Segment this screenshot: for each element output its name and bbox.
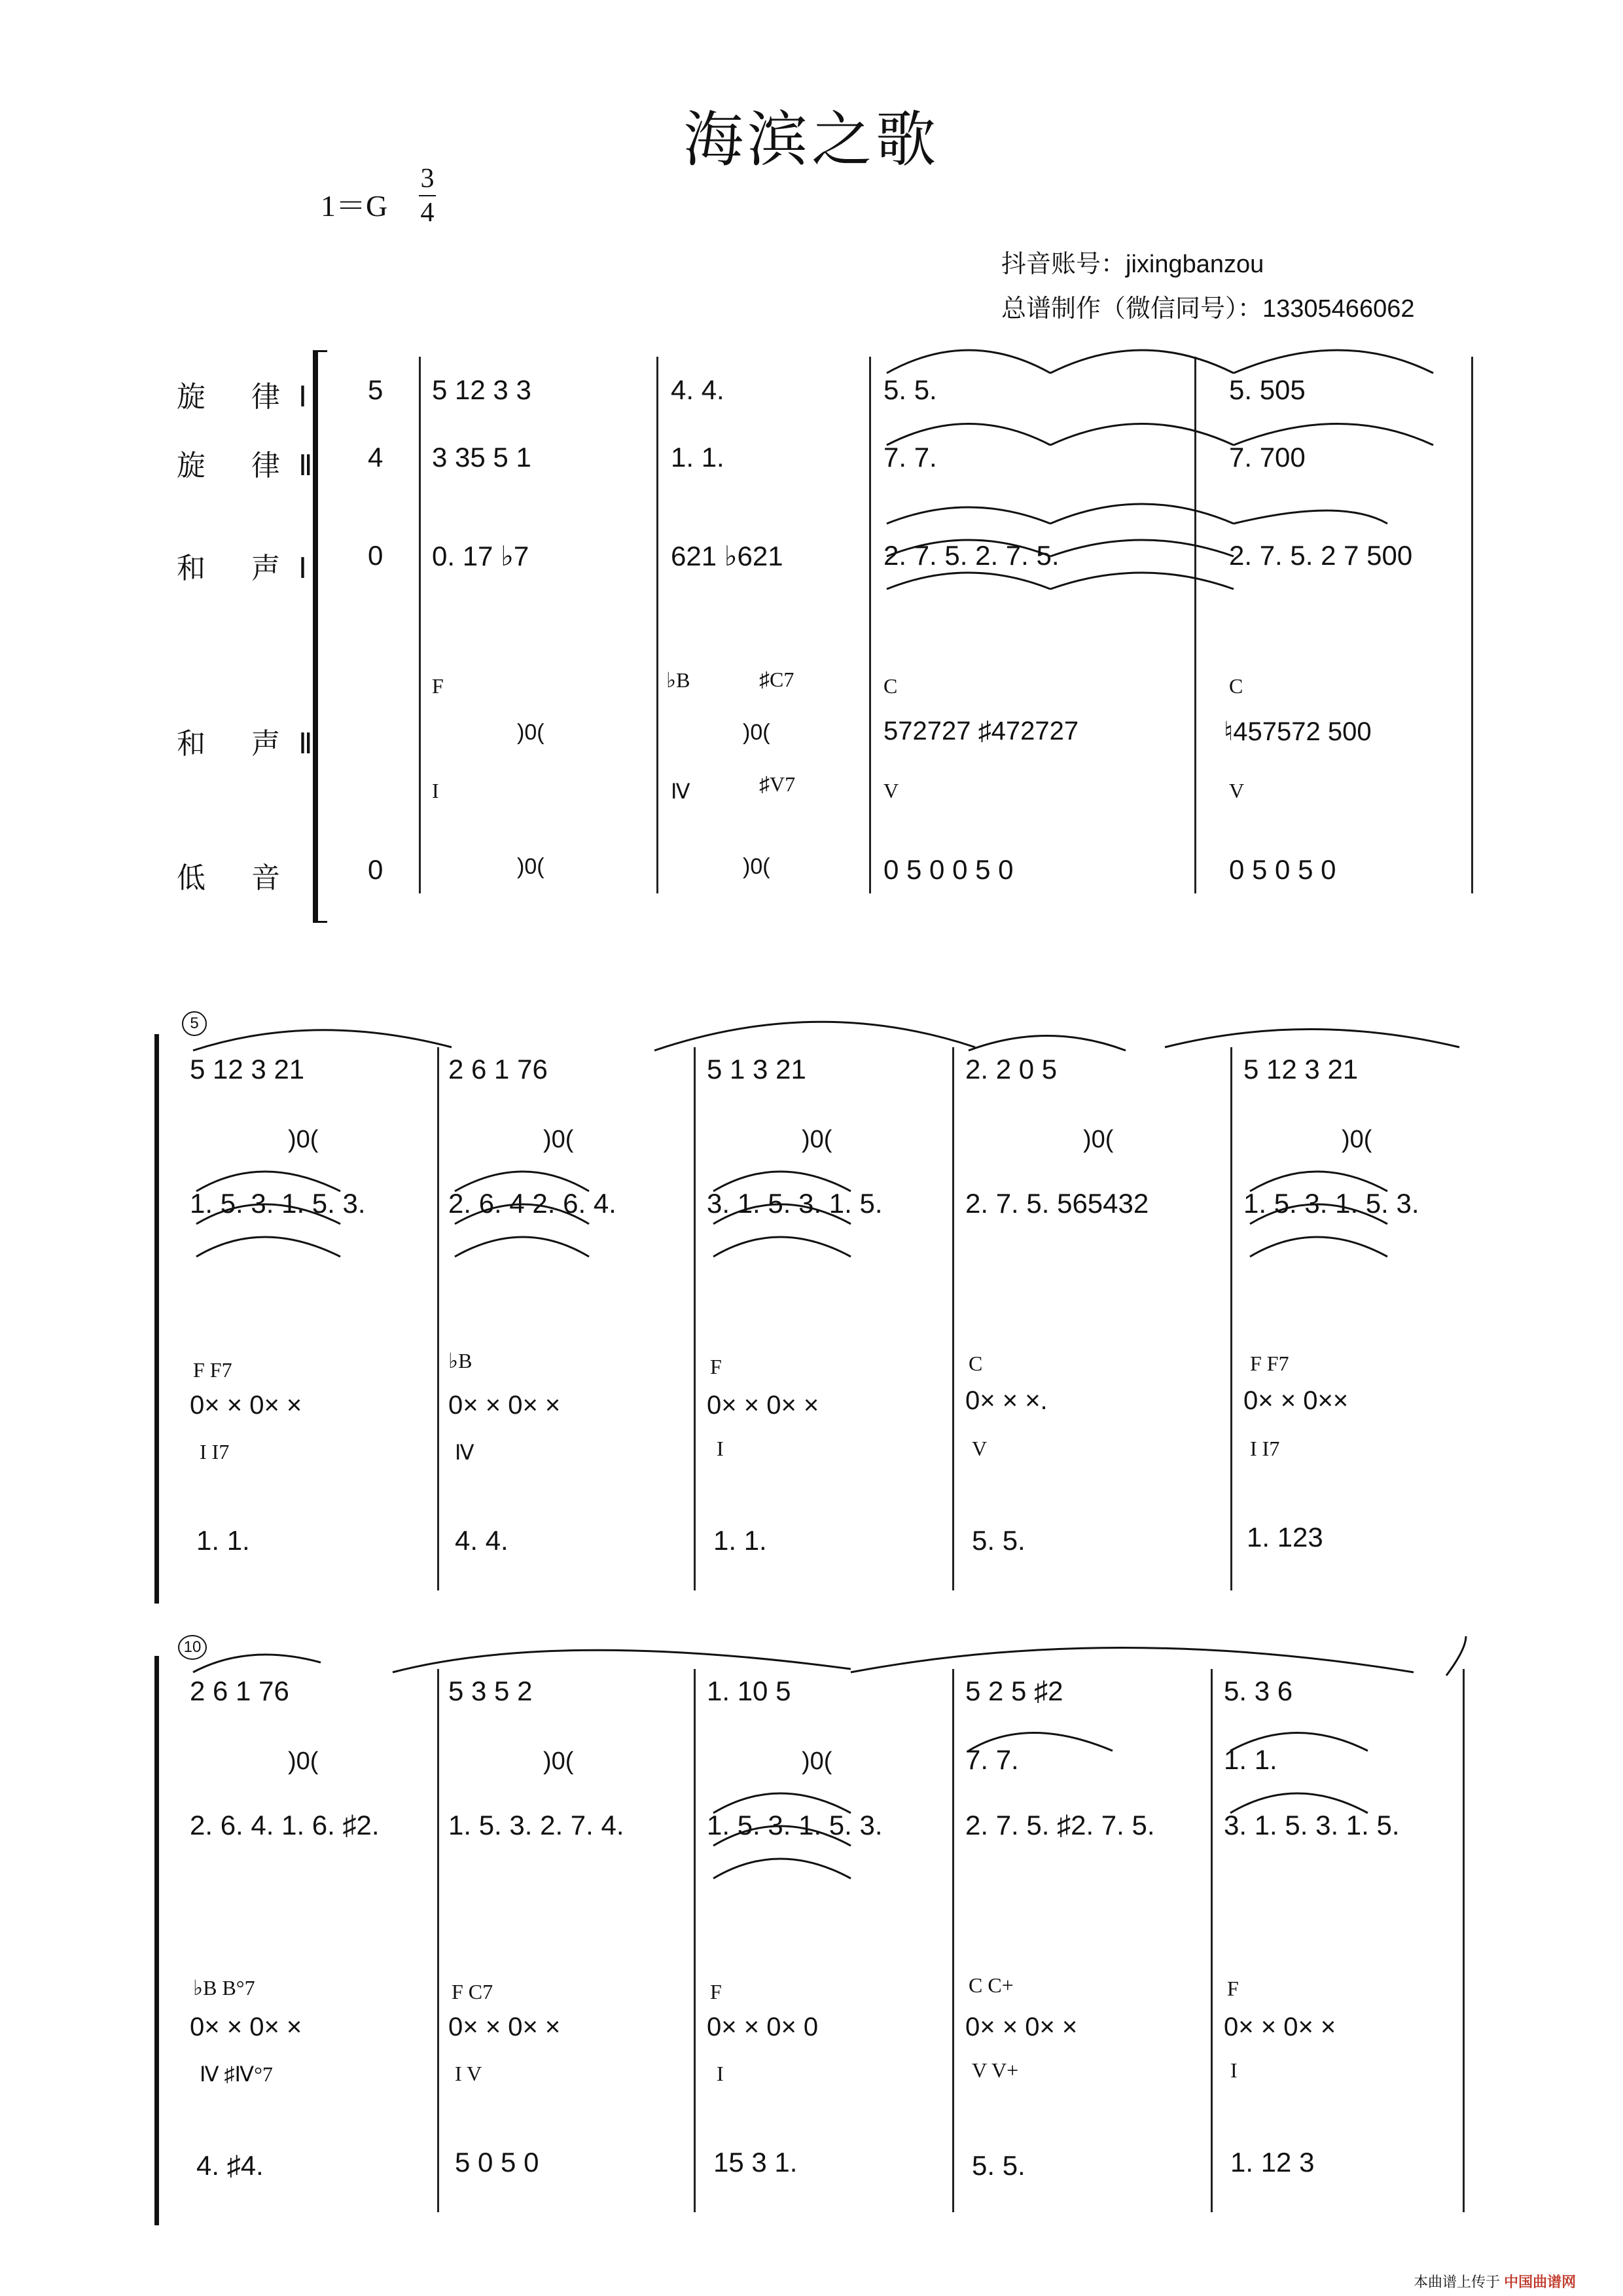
s1-mel1-m1: 5 12 3 3 — [432, 374, 531, 405]
s2-chords-m4: C — [969, 1352, 983, 1375]
time-bottom: 4 — [420, 198, 435, 228]
s3-bass-m1: 4. ♯4. — [196, 2150, 264, 2181]
s2-mel2-m2: )0( — [543, 1126, 574, 1153]
s2-mel1-m3: 5 1 3 21 — [707, 1054, 806, 1085]
footer-text: 本曲谱上传于 — [1414, 2274, 1501, 2290]
s2-chords-m5: F F7 — [1250, 1352, 1289, 1375]
s3-chords-m3: F — [710, 1980, 722, 2003]
s1-mel1-m2: 4. 4. — [671, 374, 724, 405]
s1-mel1-m0: 5 — [368, 374, 383, 405]
s3-mel2-m5: 1. 1. — [1224, 1744, 1277, 1775]
s3-harm2-m4: 0× × 0× × — [965, 2013, 1078, 2041]
s2-mel2-m3: )0( — [802, 1126, 832, 1153]
s3-romans-m2: I V — [455, 2062, 482, 2085]
label-bass: 低 音 — [177, 861, 298, 895]
s1-harm2-m1: )0( — [517, 720, 544, 745]
credit-douyin: 抖音账号：jixingbanzou — [1001, 251, 1264, 278]
s1-bass-m0: 0 — [368, 854, 383, 885]
s1-harm2-m3: 572727 ♯472727 — [883, 717, 1079, 745]
s1-harm1-m4: 2. 7. 5. 2 7 500 — [1229, 540, 1413, 571]
s2-romans-m1: I I7 — [200, 1440, 230, 1463]
s2-harm1-m1: 1. 5. 3. 1. 5. 3. — [190, 1188, 366, 1219]
s1-harm1-m3: 2. 7. 5. 2. 7. 5. — [883, 540, 1060, 571]
s2-mel2-m4: )0( — [1083, 1126, 1114, 1153]
s2-harm1-m3: 3. 1. 5. 3. 1. 5. — [707, 1188, 883, 1219]
measure-number-5: 5 — [182, 1011, 207, 1036]
s3-mel1-m1: 2 6 1 76 — [190, 1676, 289, 1706]
s3-chords-m2: F C7 — [452, 1980, 493, 2003]
s3-mel2-m3: )0( — [802, 1748, 832, 1775]
s2-mel1-m2: 2 6 1 76 — [448, 1054, 548, 1085]
s3-mel2-m4: 7. 7. — [965, 1744, 1019, 1775]
s2-bass-m1: 1. 1. — [196, 1525, 250, 1556]
s2-harm1-m2: 2. 6. 4 2. 6. 4. — [448, 1188, 616, 1219]
s3-bass-m2: 5 0 5 0 — [455, 2147, 539, 2178]
s3-mel2-m2: )0( — [543, 1748, 574, 1775]
s2-harm2-m1: 0× × 0× × — [190, 1391, 302, 1420]
s2-mel1-m5: 5 12 3 21 — [1243, 1054, 1359, 1085]
s3-harm2-m1: 0× × 0× × — [190, 2013, 302, 2041]
s3-harm1-m1: 2. 6. 4. 1. 6. ♯2. — [190, 1810, 380, 1840]
s2-bass-m4: 5. 5. — [972, 1525, 1026, 1556]
s2-harm1-m5: 1. 5. 3. 1. 5. 3. — [1243, 1188, 1419, 1219]
s3-chords-m5: F — [1227, 1977, 1239, 2000]
measure-number-10: 10 — [178, 1635, 207, 1660]
s2-mel1-m4: 2. 2 0 5 — [965, 1054, 1058, 1085]
s2-harm2-m5: 0× × 0×× — [1243, 1386, 1349, 1415]
s1-roman-4: V — [883, 779, 899, 802]
time-top: 3 — [420, 164, 435, 194]
site-logo[interactable]: 中国曲谱网 — [1504, 2274, 1577, 2290]
s3-harm2-m2: 0× × 0× × — [448, 2013, 561, 2041]
s3-bass-m4: 5. 5. — [972, 2150, 1026, 2181]
s1-chord-2: ♭B — [666, 668, 690, 692]
s3-harm2-m5: 0× × 0× × — [1224, 2013, 1336, 2041]
s1-bass-m1: )0( — [517, 854, 544, 879]
s3-mel1-m3: 1. 10 5 — [707, 1676, 791, 1706]
s3-harm1-m5: 3. 1. 5. 3. 1. 5. — [1224, 1810, 1400, 1840]
s2-mel2-m5: )0( — [1342, 1126, 1372, 1153]
s1-mel2-m1: 3 35 5 1 — [432, 442, 531, 473]
s1-harm2-m2: )0( — [743, 720, 770, 745]
s1-harm1-m1: 0. 17 ♭7 — [432, 541, 529, 571]
s3-romans-m3: I — [717, 2062, 724, 2085]
s1-roman-1: I — [432, 779, 439, 802]
s1-mel1-m3: 5. 5. — [883, 374, 937, 405]
s2-mel1-m1: 5 12 3 21 — [190, 1054, 305, 1085]
s2-bass-m2: 4. 4. — [455, 1525, 508, 1556]
footer-source — [1414, 2271, 1576, 2291]
s3-mel2-m1: )0( — [288, 1748, 319, 1775]
s1-bass-m2: )0( — [743, 854, 770, 879]
label-melody-1: 旋 律Ⅰ — [177, 380, 325, 414]
s1-harm1-m2: 621 ♭621 — [671, 541, 783, 571]
s3-bass-m5: 1. 12 3 — [1230, 2147, 1315, 2178]
credit-arranger: 总谱制作（微信同号）：13305466062 — [1001, 295, 1415, 323]
s2-harm2-m2: 0× × 0× × — [448, 1391, 561, 1420]
key-signature: 1＝G — [321, 189, 388, 223]
s3-harm1-m2: 1. 5. 3. 2. 7. 4. — [448, 1810, 624, 1840]
s1-mel2-m0: 4 — [368, 442, 383, 473]
s1-mel2-m4: 7. 700 — [1229, 442, 1306, 473]
s2-harm2-m3: 0× × 0× × — [707, 1391, 819, 1420]
s1-mel1-m4: 5. 505 — [1229, 374, 1306, 405]
s2-romans-m2: Ⅳ — [455, 1441, 474, 1464]
page-title: 海滨之歌 — [683, 105, 940, 175]
s2-harm1-m4: 2. 7. 5. 565432 — [965, 1188, 1149, 1219]
s3-mel1-m2: 5 3 5 2 — [448, 1676, 533, 1706]
s2-romans-m5: I I7 — [1250, 1437, 1280, 1460]
s1-mel2-m2: 1. 1. — [671, 442, 724, 473]
s3-harm2-m3: 0× × 0× 0 — [707, 2013, 819, 2041]
s3-chords-m1: ♭B B°7 — [193, 1976, 255, 2000]
s1-chord-5: C — [1229, 674, 1243, 698]
s2-harm2-m4: 0× × ×. — [965, 1386, 1048, 1415]
s3-mel1-m4: 5 2 5 ♯2 — [965, 1676, 1063, 1706]
s1-chord-3: ♯C7 — [759, 668, 794, 691]
s3-mel1-m5: 5. 3 6 — [1224, 1676, 1293, 1706]
s2-romans-m4: V — [972, 1437, 988, 1460]
s3-harm1-m3: 1. 5. 3. 1. 5. 3. — [707, 1810, 883, 1840]
label-harmony-2: 和 声Ⅱ — [177, 727, 331, 761]
s3-romans-m5: I — [1230, 2058, 1238, 2082]
s1-bass-m3: 0 5 0 0 5 0 — [883, 854, 1014, 885]
s1-roman-5: V — [1229, 779, 1245, 802]
s2-chords-m3: F — [710, 1355, 722, 1378]
s1-harm2-m4: ♮457572 500 — [1224, 717, 1372, 746]
label-melody-2: 旋 律Ⅱ — [177, 449, 331, 482]
s1-mel2-m3: 7. 7. — [883, 442, 937, 473]
s1-bass-m4: 0 5 0 5 0 — [1229, 854, 1336, 885]
s2-romans-m3: I — [717, 1437, 724, 1460]
s3-romans-m1: Ⅳ ♯Ⅳ°7 — [200, 2062, 273, 2086]
s2-mel2-m1: )0( — [288, 1126, 319, 1153]
s2-bass-m5: 1. 123 — [1247, 1522, 1323, 1552]
s3-chords-m4: C C+ — [969, 1973, 1014, 1997]
s1-harm1-m0: 0 — [368, 540, 383, 571]
s1-roman-3: ♯V7 — [759, 772, 796, 796]
s2-bass-m3: 1. 1. — [713, 1525, 767, 1556]
label-harmony-1: 和 声Ⅰ — [177, 552, 325, 585]
s1-roman-2: Ⅳ — [671, 780, 690, 803]
s1-chord-1: F — [432, 674, 444, 698]
s2-chords-m1: F F7 — [193, 1358, 232, 1382]
s3-bass-m3: 15 3 1. — [713, 2147, 798, 2178]
s3-harm1-m4: 2. 7. 5. ♯2. 7. 5. — [965, 1810, 1155, 1840]
s1-chord-4: C — [883, 674, 898, 698]
s3-romans-m4: V V+ — [972, 2058, 1019, 2082]
s2-chords-m2: ♭B — [448, 1349, 473, 1372]
